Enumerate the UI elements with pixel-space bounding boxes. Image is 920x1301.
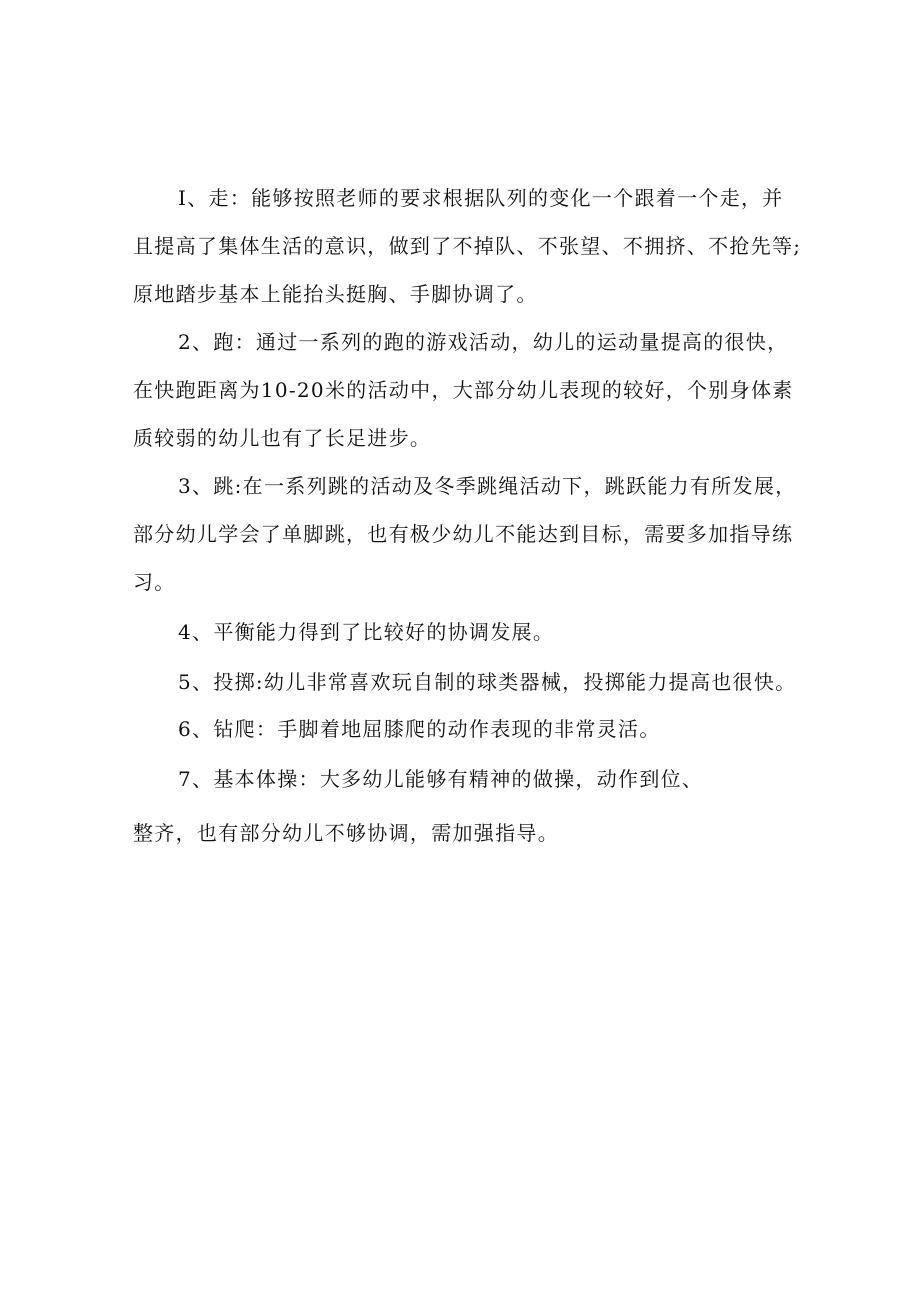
paragraph-running-line-3: 质较弱的幼儿也有了长足进步。 <box>133 426 432 450</box>
paragraph-gymnastics-line-2: 整齐，也有部分幼儿不够协调，需加强指导。 <box>133 821 559 845</box>
paragraph-jumping-line-1: 3、跳:在一系列跳的活动及冬季跳绳活动下，跳跃能力有所发展， <box>178 474 797 498</box>
paragraph-jumping-line-3: 习。 <box>133 570 176 594</box>
paragraph-walking-line-3: 原地踏步基本上能抬头挺胸、手脚协调了。 <box>133 282 538 306</box>
paragraph-walking-line-2: 且提高了集体生活的意识，做到了不掉队、不张望、不拥挤、不抢先等; <box>133 234 802 258</box>
paragraph-running-line-2: 在快跑距离为10-20米的活动中，大部分幼儿表现的较好，个别身体素 <box>133 378 794 402</box>
paragraph-throwing: 5、投掷:幼儿非常喜欢玩自制的球类器械，投掷能力提高也很快。 <box>178 670 797 694</box>
paragraph-jumping-line-2: 部分幼儿学会了单脚跳，也有极少幼儿不能达到目标，需要多加指导练 <box>133 522 794 546</box>
paragraph-balance: 4、平衡能力得到了比较好的协调发展。 <box>178 620 555 644</box>
paragraph-gymnastics-line-1: 7、基本体操：大多幼儿能够有精神的做操，动作到位、 <box>178 767 704 791</box>
paragraph-walking-line-1: I、走：能够按照老师的要求根据队列的变化一个跟着一个走，并 <box>178 186 784 210</box>
paragraph-crawling: 6、钻爬：手脚着地屈膝爬的动作表现的非常灵活。 <box>178 717 661 741</box>
paragraph-running-line-1: 2、跑：通过一系列的跑的游戏活动，幼儿的运动量提高的很快， <box>178 330 789 354</box>
